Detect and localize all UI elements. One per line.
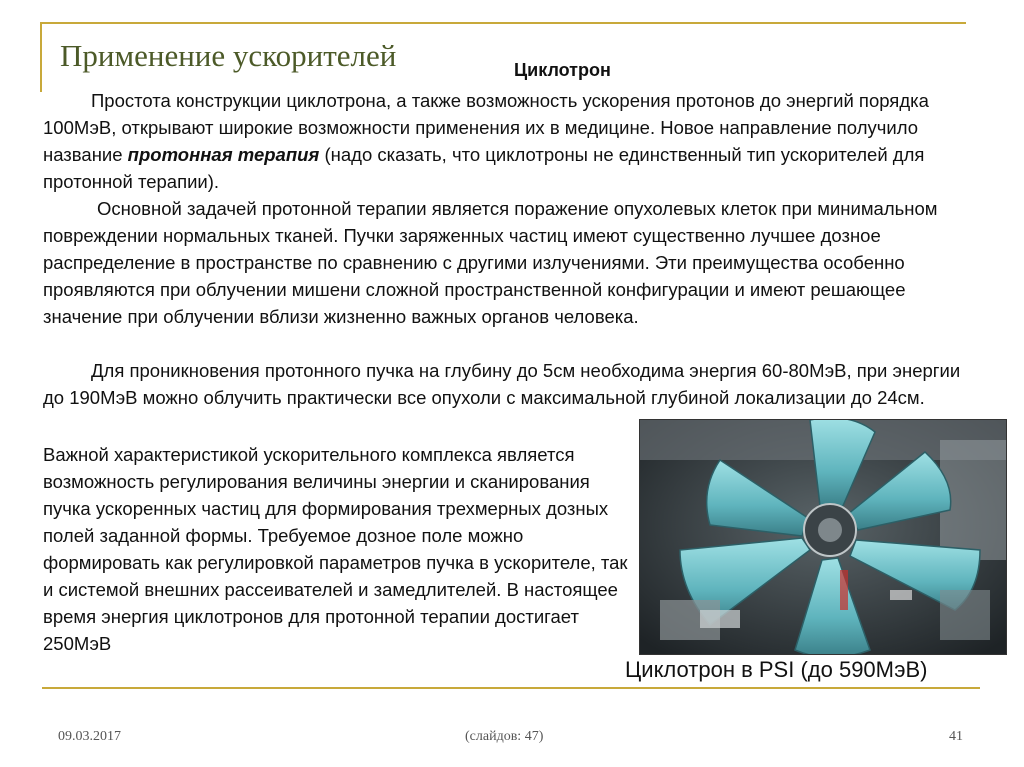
paragraph-1-text-b: (надо сказать, что циклотроны не единственный тип ускорителей для протонной терапии). bbox=[43, 144, 925, 192]
proton-therapy-term: протонная терапия bbox=[127, 144, 320, 165]
paragraph-3: Для проникновения протонного пучка на глубину до 5см необходима энергия 60-80МэВ, при энергии до 190МэВ можно облучить практически все опухоли с максимальной глубиной локализации до 24см. bbox=[43, 360, 961, 408]
cyclotron-photo bbox=[639, 419, 1007, 655]
paragraph-1-text-a: Простота конструкции циклотрона, а также возможность ускорения протонов до энергий порядка 100МэВ, открывают широкие возможности применения их в медицине. Новое направление получило название bbox=[43, 90, 929, 165]
frame-left-line bbox=[40, 22, 42, 92]
frame-bottom-line bbox=[42, 687, 980, 689]
slide-title: Применение ускорителей bbox=[60, 38, 397, 73]
paragraph-4: Важной характеристикой ускорительного комплекса является возможность регулирования величины энергии и сканирования пучка ускоренных частиц для формирования трехмерных дозных полей заданной формы. Требуемое дозное поле можно формировать как регулировкой параметров пучка в ускорителе, так и системой внешних рассеивателей и замедлителей. В настоящее время энергия циклотронов для протонной терапии достигает 250МэВ bbox=[43, 444, 628, 654]
frame-top-line bbox=[40, 22, 966, 24]
paragraph-2: Основной задачей протонной терапии является поражение опухолевых клеток при минимальном повреждении нормальных тканей. Пучки заряженных частиц имеют существенно лучшее дозное распределение в пространстве по сравнению с другими излучениями. Эти преимущества особенно проявляются при облучении мишени сложной пространственной конфигурации и имеют решающее значение при облучении вблизи жизненно важных органов человека. bbox=[43, 198, 938, 327]
footer-date: 09.03.2017 bbox=[58, 729, 121, 744]
photo-caption: Циклотрон в PSI (до 590МэВ) bbox=[625, 657, 928, 682]
footer-slide-count: (слайдов: 47) bbox=[465, 729, 544, 744]
slide-subtitle: Циклотрон bbox=[514, 60, 611, 80]
cyclotron-illustration bbox=[640, 420, 1006, 654]
footer-page-number: 41 bbox=[949, 729, 963, 744]
paragraph-1 bbox=[43, 87, 973, 195]
